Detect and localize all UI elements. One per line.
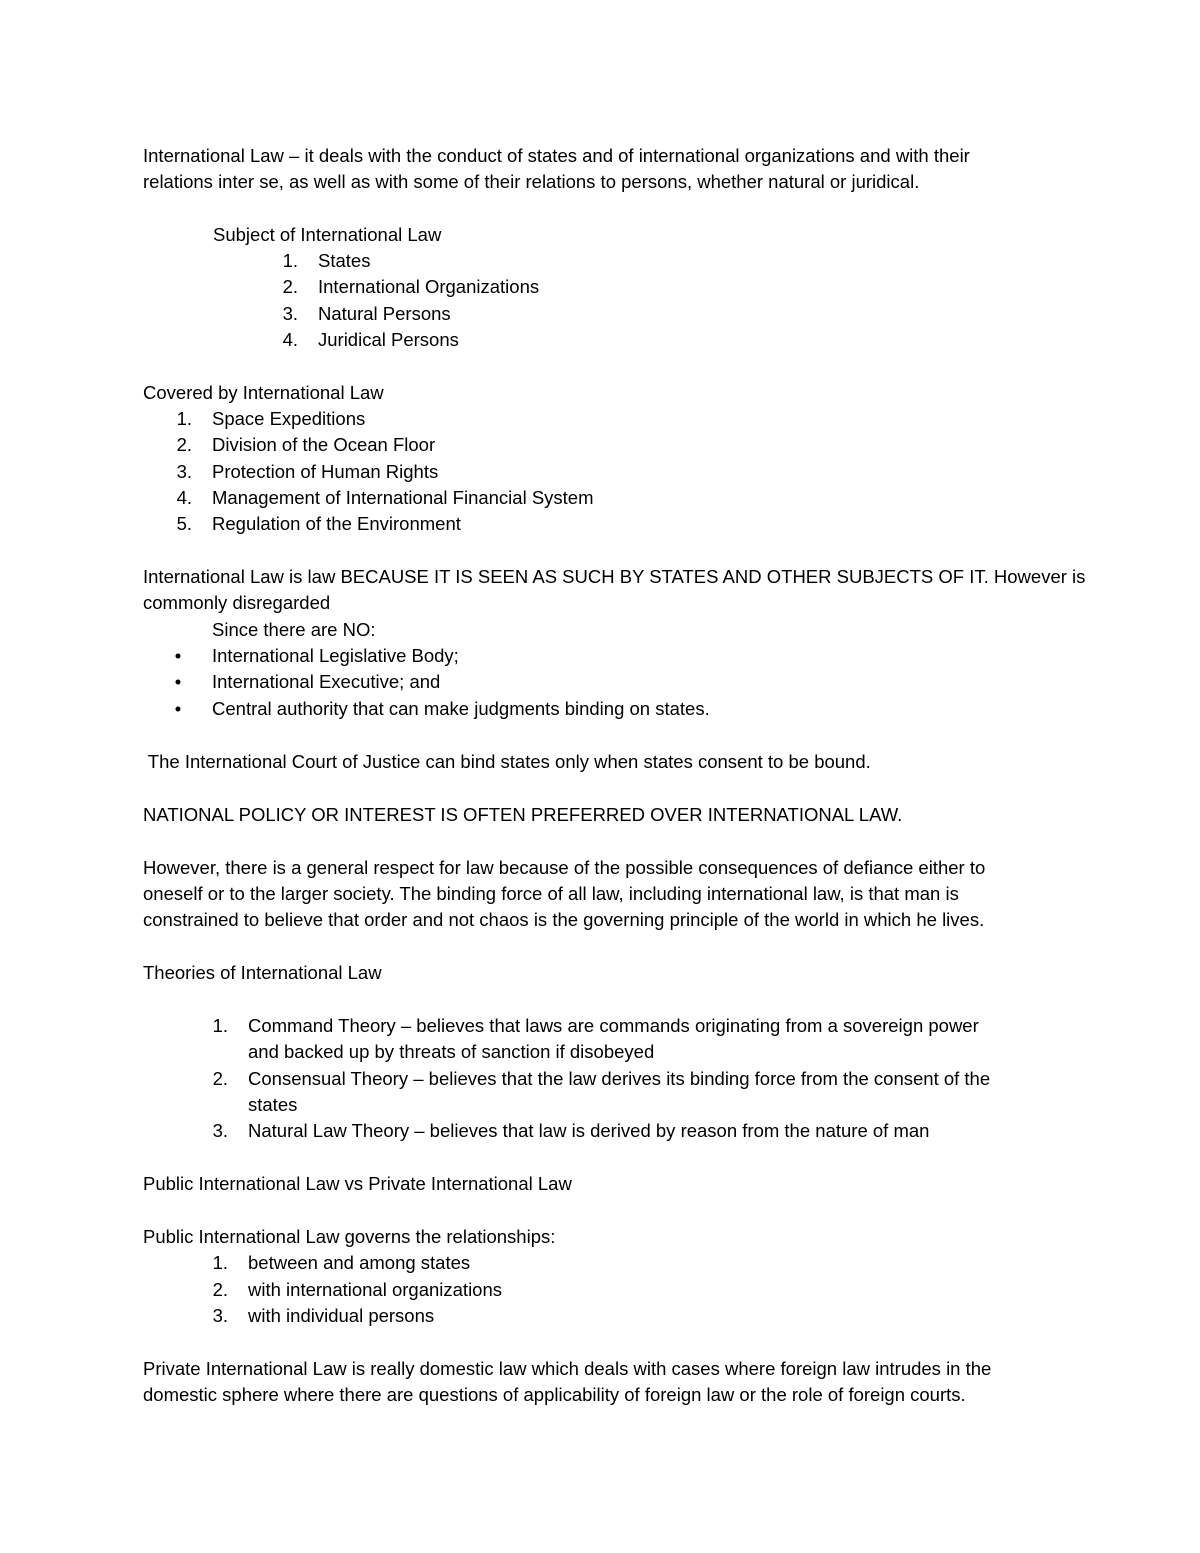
public-item-text: between and among states [248,1252,471,1273]
theory-item-line-1: Consensual Theory – believes that the law derives its binding force from the consent of the [248,1068,991,1089]
bullet-item-text: International Legislative Body; [212,645,459,666]
national-policy-paragraph: NATIONAL POLICY OR INTEREST IS OFTEN PREFERRED OVER INTERNATIONAL LAW. [143,804,903,825]
theory-item-line-2: states [248,1094,298,1115]
subjects-item-text: Juridical Persons [318,329,459,350]
private-line-2: domestic sphere where there are questions of applicability of foreign law or the role of foreign courts. [143,1384,966,1405]
public-vs-private-heading: Public International Law vs Private International Law [143,1173,572,1194]
theory-item-number: 2. [212,1068,228,1089]
is-law-line-1: International Law is law BECAUSE IT IS SEEN AS SUCH BY STATES AND OTHER SUBJECTS OF IT. However is [143,566,1086,587]
theory-item-number: 1. [212,1015,228,1036]
covered-item-text: Management of International Financial System [212,487,594,508]
theory-item-line-1: Natural Law Theory – believes that law is derived by reason from the nature of man [248,1120,930,1141]
private-line-1: Private International Law is really domestic law which deals with cases where foreign law intrudes in the [143,1358,992,1379]
covered-heading: Covered by International Law [143,382,384,403]
bullet-item-text: Central authority that can make judgments binding on states. [212,698,710,719]
subjects-item-number: 1. [282,250,298,271]
respect-line-2: oneself or to the larger society. The binding force of all law, including international law, is that man is [143,883,959,904]
subjects-heading: Subject of International Law [213,224,442,245]
covered-item-number: 2. [176,434,192,455]
public-item-number: 1. [212,1252,228,1273]
theory-item-line-1: Command Theory – believes that laws are commands originating from a sovereign power [248,1015,979,1036]
public-item-number: 3. [212,1305,228,1326]
public-item-text: with international organizations [248,1279,503,1300]
subjects-item-number: 3. [282,303,298,324]
covered-item-number: 3. [176,461,192,482]
subjects-item-text: States [318,250,371,271]
theory-item-line-2: and backed up by threats of sanction if disobeyed [248,1041,655,1062]
covered-item-number: 1. [176,408,192,429]
public-item-text: with individual persons [248,1305,435,1326]
since-there-are-no: Since there are NO: [212,619,376,640]
covered-item-number: 5. [176,513,192,534]
subjects-item-text: International Organizations [318,276,540,297]
bullet-icon: • [174,698,182,719]
theory-item-number: 3. [212,1120,228,1141]
subjects-item-text: Natural Persons [318,303,451,324]
subjects-item-number: 2. [282,276,298,297]
respect-line-1: However, there is a general respect for law because of the possible consequences of defiance either to [143,857,986,878]
theories-heading: Theories of International Law [143,962,382,983]
intro-line-2: relations inter se, as well as with some of their relations to persons, whether natural or juridical. [143,171,920,192]
respect-line-3: constrained to believe that order and not chaos is the governing principle of the world in which he lives. [143,909,985,930]
bullet-item-text: International Executive; and [212,671,441,692]
covered-item-text: Protection of Human Rights [212,461,439,482]
bullet-icon: • [174,645,182,666]
intro-line-1: International Law – it deals with the conduct of states and of international organizations and with their [143,145,970,166]
is-law-line-2: commonly disregarded [143,592,331,613]
covered-item-text: Space Expeditions [212,408,366,429]
public-heading: Public International Law governs the relationships: [143,1226,556,1247]
covered-item-text: Division of the Ocean Floor [212,434,436,455]
covered-item-text: Regulation of the Environment [212,513,461,534]
icj-paragraph: The International Court of Justice can bind states only when states consent to be bound. [143,751,871,772]
public-item-number: 2. [212,1279,228,1300]
covered-item-number: 4. [176,487,192,508]
subjects-item-number: 4. [282,329,298,350]
bullet-icon: • [174,671,182,692]
